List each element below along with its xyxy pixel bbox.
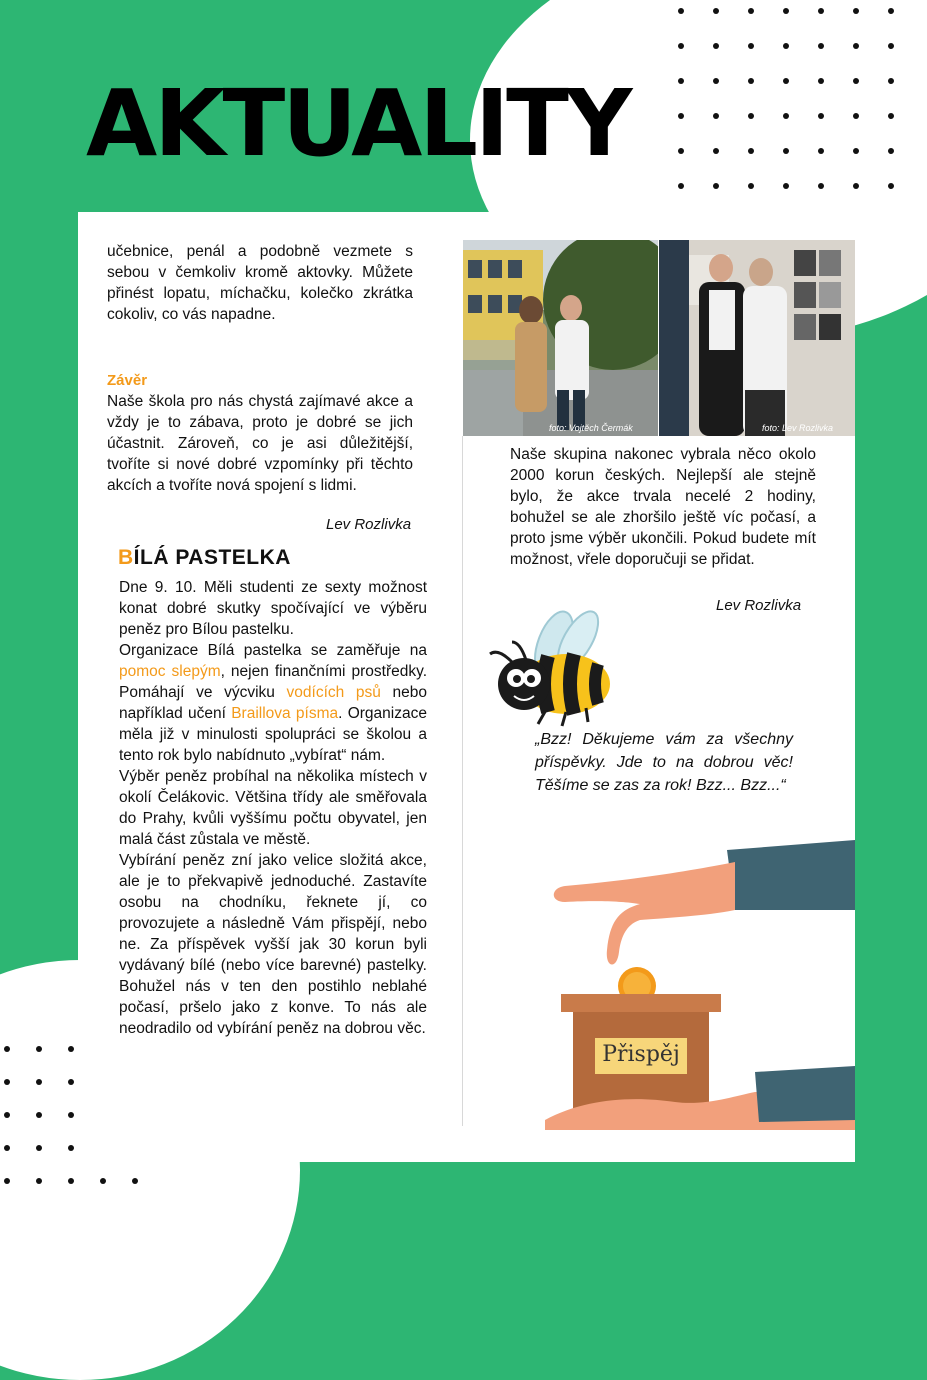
decorative-dot <box>818 183 824 189</box>
decorative-dot <box>783 148 789 154</box>
link-pomoc-slepym[interactable]: pomoc slepým <box>119 663 221 680</box>
decorative-dot <box>4 1178 10 1184</box>
decorative-dot <box>783 8 789 14</box>
decorative-dot <box>818 8 824 14</box>
decorative-dot <box>748 113 754 119</box>
decorative-dot <box>132 1178 138 1184</box>
decorative-dot <box>888 113 894 119</box>
decorative-dot <box>783 78 789 84</box>
photo-right-caption: foto: Lev Rozlivka <box>762 423 834 433</box>
article-title-rest: ÍLÁ PASTELKA <box>133 546 291 569</box>
right-column-author: Lev Rozlivka <box>716 597 802 614</box>
decorative-dot <box>818 78 824 84</box>
decorative-dot <box>68 1046 74 1052</box>
conclusion-section <box>107 370 413 496</box>
decorative-dot <box>4 1112 10 1118</box>
decorative-dot <box>68 1112 74 1118</box>
decorative-dot <box>713 113 719 119</box>
article-paragraph-4: Vybírání peněz zní jako velice složitá akce, ale je to překvapivě jednoduché. Zastavíte osobu na chodníku, řeknete jí, co provozujete a následně Vám přispějí, nebo ne. Za příspěvek vyšší jak 30 korun byli vydávaný bílé (nebo více barevné) pastelky. Bohužel nás v ten den postihlo neblahé počasí, pršelo jako z konve. To nás ale neodradilo od vybírání peněz na dobrou věc. <box>119 852 427 1037</box>
decorative-dot <box>853 113 859 119</box>
article-p2-part-a: Organizace Bílá pastelka se zaměřuje na <box>119 642 427 659</box>
decorative-dot <box>888 183 894 189</box>
decorative-dot <box>783 113 789 119</box>
conclusion-text: Naše škola pro nás chystá zajímavé akce a vždy je to zábava, proto je dobré se jich účastnit. Zároveň, co je asi důležitější, tvoříte si nové dobré vzpomínky při těchto akcích a tvoříte nová spojení s lidmi. <box>107 393 413 494</box>
decorative-dot <box>888 43 894 49</box>
decorative-dot <box>4 1145 10 1151</box>
decorative-dot <box>818 43 824 49</box>
decorative-dot <box>68 1079 74 1085</box>
decorative-dot <box>853 8 859 14</box>
decorative-dot <box>36 1079 42 1085</box>
right-column-paragraph <box>510 444 816 570</box>
column-divider <box>462 436 463 1126</box>
conclusion-heading: Závěr <box>107 372 148 389</box>
decorative-dot <box>36 1178 42 1184</box>
decorative-dot <box>678 8 684 14</box>
photo-students-indoor <box>659 240 855 436</box>
decorative-dot <box>36 1046 42 1052</box>
decorative-dot <box>888 148 894 154</box>
decorative-dot <box>783 43 789 49</box>
donation-illustration <box>545 840 855 1130</box>
decorative-dot <box>748 78 754 84</box>
article-p2-part-d: . Organizace měla již v minulosti spolupráci se školou a tento rok bylo nabídnuto „vybírat“ nám. <box>119 705 427 764</box>
decorative-dot <box>888 78 894 84</box>
intro-paragraph <box>107 241 413 325</box>
decorative-dot <box>100 1178 106 1184</box>
decorative-dot <box>678 43 684 49</box>
bee-illustration <box>486 602 621 727</box>
article-paragraph-1: Dne 9. 10. Měli studenti ze sexty možnost konat dobré skutky spočívající ve výběru peněz pro Bílou pastelku. <box>119 579 427 638</box>
decorative-dot <box>818 113 824 119</box>
article-paragraph-2 <box>119 640 427 766</box>
decorative-dot <box>678 148 684 154</box>
decorative-dot <box>4 1046 10 1052</box>
photo-left-caption: foto: Vojtěch Čermák <box>549 423 633 433</box>
article-p2-part-b: , nejen finančními prostředky. Pomáhají ve výcviku <box>119 663 427 701</box>
conclusion-author: Lev Rozlivka <box>326 516 412 533</box>
decorative-dot <box>713 78 719 84</box>
photo-students-outdoor <box>463 240 658 436</box>
decorative-dot <box>748 43 754 49</box>
decorative-dot <box>748 148 754 154</box>
decorative-dot <box>888 8 894 14</box>
decorative-dot <box>678 78 684 84</box>
decorative-dot <box>853 148 859 154</box>
decorative-dot <box>678 183 684 189</box>
decorative-dot <box>713 148 719 154</box>
decorative-dot <box>4 1079 10 1085</box>
decorative-dot <box>818 148 824 154</box>
right-column-text: Naše skupina nakonec vybrala něco okolo 2000 korun českých. Nejlepší ale stejně bylo, že akce trvala necelé 2 hodiny, bohužel se ale zhoršilo ještě víc počasí, a proto jsme výběr ukončili. Pokud budete mít možnost, vřele doporučuji se přidat. <box>510 446 816 568</box>
article-body <box>119 577 427 1039</box>
link-vodicich-psu[interactable]: vodících psů <box>286 684 381 701</box>
decorative-dot <box>36 1145 42 1151</box>
decorative-dot <box>713 8 719 14</box>
page-title: AKTUALITY <box>86 70 630 177</box>
decorative-dot <box>678 113 684 119</box>
decorative-dot <box>853 183 859 189</box>
article-p2-part-c: nebo například učení <box>119 684 427 722</box>
decorative-dot <box>748 8 754 14</box>
donation-box-label: Přispěj <box>602 1042 680 1067</box>
article-paragraph-3: Výběr peněz probíhal na několika místech v okolí Čelákovic. Většina třídy ale směřovala do Prahy, kvůli vyššímu počtu obyvatel, jen malá část zůstala ve městě. <box>119 768 427 848</box>
bee-quote: „Bzz! Děkujeme vám za všechny příspěvky. Jde to na dobrou věc! Těšíme se zas za rok! Bzz... Bzz...“ <box>535 731 793 794</box>
article-title-initial: B <box>118 546 134 569</box>
decorative-dot <box>853 78 859 84</box>
decorative-dot <box>713 183 719 189</box>
decorative-dot <box>68 1145 74 1151</box>
decorative-dot <box>36 1112 42 1118</box>
article-title <box>118 546 291 570</box>
decorative-dot <box>68 1178 74 1184</box>
intro-text: učebnice, penál a podobně vezmete s sebou v čemkoliv kromě aktovky. Můžete přinést lopatu, míchačku, kolečko zkrátka cokoliv, co vás napadne. <box>107 243 413 323</box>
decorative-dot <box>713 43 719 49</box>
decorative-dot <box>853 43 859 49</box>
link-braillova-pisma[interactable]: Braillova písma <box>231 705 339 722</box>
decorative-dot <box>748 183 754 189</box>
decorative-dot <box>783 183 789 189</box>
